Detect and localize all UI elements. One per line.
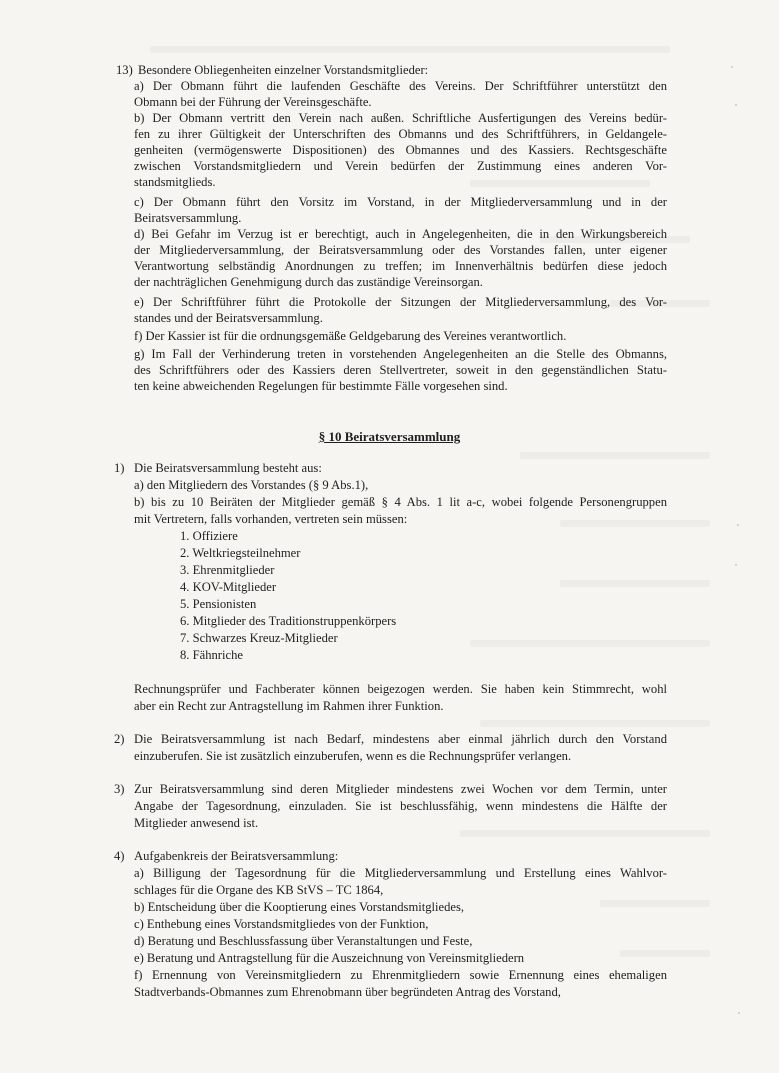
text-line: Stadtverbands-Obmannes zum Ehrenobmann über begründeten Antrag des Vorstand, xyxy=(134,985,561,999)
text-line: genheiten (vermögenswerte Dispositionen) des Obmannes und des Kassiers. Rechtsgeschäfte xyxy=(134,143,667,157)
text-line: zwischen Vorstandsmitgliedern und Verein bedürfen der Zustimmung eines anderen Vor- xyxy=(134,159,667,173)
group-item: 1. Offiziere xyxy=(180,529,238,543)
text-line: Angabe der Tagesordnung, einzuladen. Sie ist beschlussfähig, wenn mindestens die Hälfte der xyxy=(134,799,667,813)
text-line: f) Ernennung von Vereinsmitgliedern zu Ehrenmitgliedern sowie Ernennung eines ehemaligen xyxy=(134,968,667,982)
text-line: mit Vertretern, falls vorhanden, vertreten sein müssen: xyxy=(134,512,408,526)
text-line: Die Beiratsversammlung ist nach Bedarf, mindestens aber einmal jährlich durch den Vorstand xyxy=(134,732,667,746)
paragraph-number: 2) xyxy=(114,732,125,746)
text-line: des Schriftführers oder des Kassiers deren Stellvertreter, soweit in den gegenständlichen Statu- xyxy=(134,363,667,377)
text-line: ten keine abweichenden Regelungen für bestimmte Fälle vorgesehen sind. xyxy=(134,379,508,393)
text-line: c) Der Obmann führt den Vorsitz im Vorstand, in der Mitgliederversammlung und in der xyxy=(134,195,667,209)
group-item: 8. Fähnriche xyxy=(180,648,243,662)
text-line: standsmitglieds. xyxy=(134,175,216,189)
text-line: Obmann bei der Führung der Vereinsgeschäfte. xyxy=(134,95,372,109)
paragraph-number: 3) xyxy=(114,782,125,796)
text-line: Mitglieder anwesend ist. xyxy=(134,816,259,830)
text-line: Rechnungsprüfer und Fachberater können beigezogen werden. Sie haben kein Stimmrecht, wohl xyxy=(134,682,667,696)
group-item: 5. Pensionisten xyxy=(180,597,257,611)
text-line: aber ein Recht zur Antragstellung im Rahmen ihrer Funktion. xyxy=(134,699,444,713)
group-item: 3. Ehrenmitglieder xyxy=(180,563,275,577)
text-line: Beiratsversammlung. xyxy=(134,211,242,225)
text-line: Aufgabenkreis der Beiratsversammlung: xyxy=(134,849,339,863)
text-line: d) Beratung und Beschlussfassung über Veranstaltungen und Feste, xyxy=(134,934,473,948)
paragraph-number: 4) xyxy=(114,849,125,863)
text-line: c) Enthebung eines Vorstandsmitgliedes von der Funktion, xyxy=(134,917,429,931)
text-line: einzuberufen. Sie ist zusätzlich einzuberufen, wenn es die Rechnungsprüfer verlangen. xyxy=(134,749,572,763)
text-line: a) Billigung der Tagesordnung für die Mitgliederversammlung und Erstellung eines Wahlvor- xyxy=(134,866,667,880)
text-line: a) den Mitgliedern des Vorstandes (§ 9 Abs.1), xyxy=(134,478,369,492)
text-line: b) Entscheidung über die Kooptierung eines Vorstandsmitgliedes, xyxy=(134,900,465,914)
text-line: standes und der Beiratsversammlung. xyxy=(134,311,323,325)
text-line: g) Im Fall der Verhinderung treten in vorstehenden Angelegenheiten an die Stelle des Obmanns, xyxy=(134,347,667,361)
text-line: f) Der Kassier ist für die ordnungsgemäße Geldgebarung des Vereines verantwortlich. xyxy=(134,329,567,343)
text-line: Die Beiratsversammlung besteht aus: xyxy=(134,461,322,475)
text-line: e) Beratung und Antragstellung für die Auszeichnung von Vereinsmitgliedern xyxy=(134,951,525,965)
paragraph-number: 1) xyxy=(114,461,125,475)
group-item: 7. Schwarzes Kreuz-Mitglieder xyxy=(180,631,338,645)
text-line: Verantwortung selbständig Anordnungen zu treffen; im Innenverhältnis bedürfen diese jedoch xyxy=(134,259,667,273)
text-line: der nachträglichen Genehmigung durch das zuständige Vereinsorgan. xyxy=(134,275,483,289)
item-title: Besondere Obliegenheiten einzelner Vorstandsmitglieder: xyxy=(138,63,429,77)
text-line: b) Der Obmann vertritt den Verein nach außen. Schriftliche Ausfertigungen des Vereins bedür- xyxy=(134,111,667,125)
section-heading: § 10 Beiratsversammlung xyxy=(318,429,461,444)
text-line: a) Der Obmann führt die laufenden Geschäfte des Vereins. Der Schriftführer unterstützt den xyxy=(134,79,667,93)
text-line: schlages für die Organe des KB StVS – TC 1864, xyxy=(134,883,384,897)
text-line: e) Der Schriftführer führt die Protokolle der Sitzungen der Mitgliederversammlung, des Vor- xyxy=(134,295,667,309)
text-line: b) bis zu 10 Beiräten der Mitglieder gemäß § 4 Abs. 1 lit a-c, wobei folgende Personengruppen xyxy=(134,495,667,509)
text-line: fen zu ihrer Gültigkeit der Unterschriften des Obmanns und des Schriftführers, in Geldangele- xyxy=(134,127,667,141)
group-item: 2. Weltkriegsteilnehmer xyxy=(180,546,301,560)
group-item: 6. Mitglieder des Traditionstruppenkörpers xyxy=(180,614,397,628)
text-line: der Mitgliederversammlung, der Beiratsversammlung oder des Vorstandes fallen, unter eigener xyxy=(134,243,667,257)
text-line: Zur Beiratsversammlung sind deren Mitglieder mindestens zwei Wochen vor dem Termin, unter xyxy=(134,782,667,796)
text-line: d) Bei Gefahr im Verzug ist er berechtigt, auch in Angelegenheiten, die in den Wirkungsbereich xyxy=(134,227,667,241)
item-number: 13) xyxy=(116,63,133,77)
group-item: 4. KOV-Mitglieder xyxy=(180,580,277,594)
